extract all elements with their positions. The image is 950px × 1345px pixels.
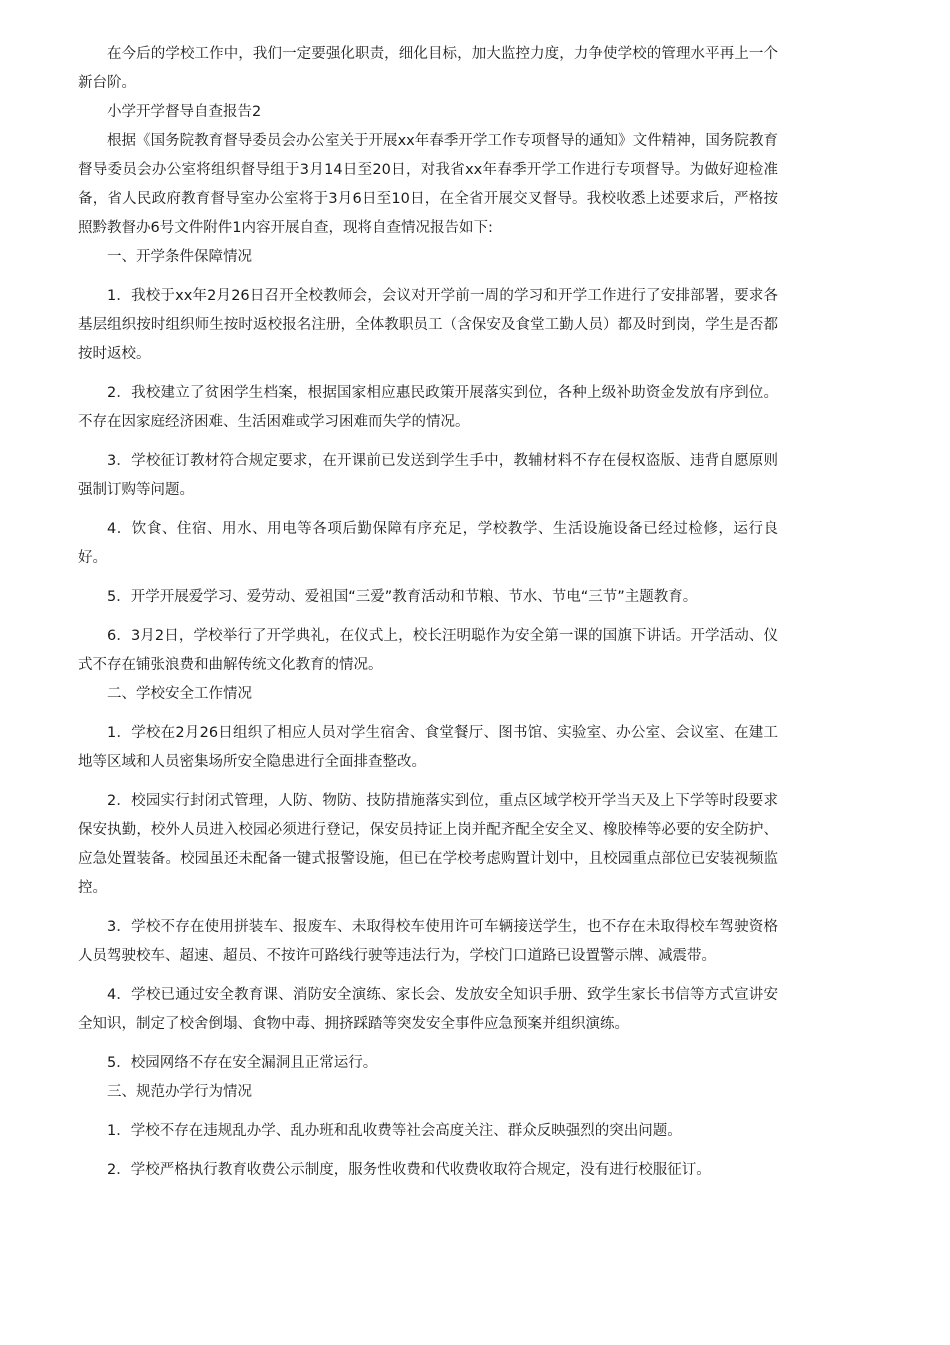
section-3-item-2: 2．学校严格执行教育收费公示制度，服务性收费和代收费收取符合规定，没有进行校服征订。 bbox=[107, 1162, 711, 1178]
section-1-item-4: 4．饮食、住宿、用水、用电等各项后勤保障有序充足，学校教学、生活设施设备已经过检修，运行良好。 bbox=[78, 521, 778, 566]
section-1-item-6: 6．3月2日，学校举行了开学典礼，在仪式上，校长汪明聪作为安全第一课的国旗下讲话。开学活动、仪式不存在铺张浪费和曲解传统文化教育的情况。 bbox=[78, 628, 778, 673]
section-1-item-5: 5．开学开展爱学习、爱劳动、爱祖国“三爱”教育活动和节粮、节水、节电“三节”主题教育。 bbox=[107, 589, 698, 605]
report-opening-paragraph: 根据《国务院教育督导委员会办公室关于开展xx年春季开学工作专项督导的通知》文件精神，国务院教育督导委员会办公室将组织督导组于3月14日至20日，对我省xx年春季开学工作进行专项督导。为做好迎检准备，省人民政府教育督导室办公室将于3月6日至10日，在全省开展交叉督导。我校收悉上述要求后，严格按照黔教督办6号文件附件1内容开展自查，现将自查情况报告如下: bbox=[78, 133, 778, 236]
section-2-item-2: 2．校园实行封闭式管理，人防、物防、技防措施落实到位，重点区域学校开学当天及上下学等时段要求保安执勤，校外人员进入校园必须进行登记，保安员持证上岗并配齐配全安全叉、橡胶棒等必要的安全防护、应急处置装备。校园虽还未配备一键式报警设施，但已在学校考虑购置计划中，且校园重点部位已安装视频监控。 bbox=[78, 793, 778, 896]
document-page bbox=[78, 40, 778, 1185]
section-heading-1: 一、开学条件保障情况 bbox=[107, 249, 252, 265]
section-1-item-2: 2．我校建立了贫困学生档案，根据国家相应惠民政策开展落实到位，各种上级补助资金发放有序到位。不存在因家庭经济困难、生活困难或学习困难而失学的情况。 bbox=[78, 385, 778, 430]
intro-closing-paragraph: 在今后的学校工作中，我们一定要强化职责，细化目标，加大监控力度，力争使学校的管理水平再上一个新台阶。 bbox=[78, 46, 778, 91]
section-3-item-1: 1．学校不存在违规乱办学、乱办班和乱收费等社会高度关注、群众反映强烈的突出问题。 bbox=[107, 1123, 682, 1139]
section-2-item-4: 4．学校已通过安全教育课、消防安全演练、家长会、发放安全知识手册、致学生家长书信等方式宣讲安全知识，制定了校舍倒塌、食物中毒、拥挤踩踏等突发安全事件应急预案并组织演练。 bbox=[78, 987, 778, 1032]
section-heading-2: 二、学校安全工作情况 bbox=[107, 686, 252, 702]
section-1-item-3: 3．学校征订教材符合规定要求，在开课前已发送到学生手中，教辅材料不存在侵权盗版、违背自愿原则强制订购等问题。 bbox=[78, 453, 778, 498]
report-title: 小学开学督导自查报告2 bbox=[107, 104, 262, 120]
section-2-item-1: 1．学校在2月26日组织了相应人员对学生宿舍、食堂餐厅、图书馆、实验室、办公室、会议室、在建工地等区域和人员密集场所安全隐患进行全面排查整改。 bbox=[78, 725, 778, 770]
section-1-item-1: 1．我校于xx年2月26日召开全校教师会，会议对开学前一周的学习和开学工作进行了安排部署，要求各基层组织按时组织师生按时返校报名注册，全体教职员工（含保安及食堂工勤人员）都及时到岗，学生是否都按时返校。 bbox=[78, 288, 778, 362]
section-heading-3: 三、规范办学行为情况 bbox=[107, 1084, 252, 1100]
section-2-item-5: 5．校园网络不存在安全漏洞且正常运行。 bbox=[107, 1055, 378, 1071]
section-2-item-3: 3．学校不存在使用拼装车、报废车、未取得校车使用许可车辆接送学生，也不存在未取得校车驾驶资格人员驾驶校车、超速、超员、不按许可路线行驶等违法行为，学校门口道路已设置警示牌、减震带。 bbox=[78, 919, 778, 964]
